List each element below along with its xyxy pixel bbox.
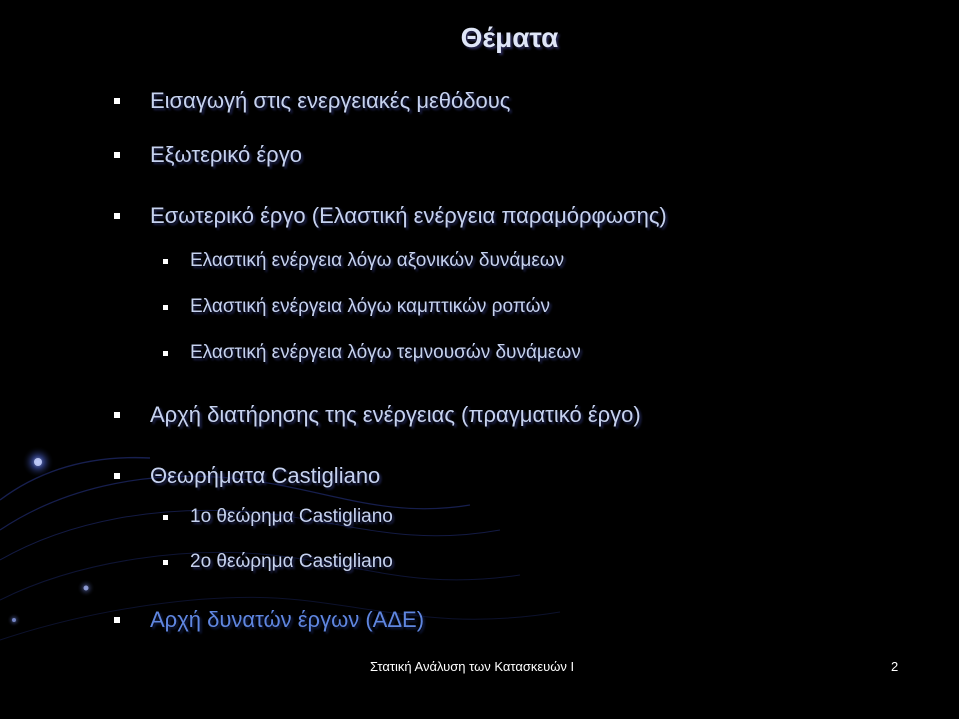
list-item-text: Θεωρήματα Castigliano xyxy=(150,463,381,488)
list-item-text: Εσωτερικό έργο (Ελαστική ενέργεια παραμόρφωσης) xyxy=(150,203,667,228)
slide-footer: Στατική Ανάλυση των Κατασκευών Ι xyxy=(370,659,575,674)
square-bullet-icon xyxy=(163,560,168,565)
square-bullet-icon xyxy=(114,412,120,418)
square-bullet-icon xyxy=(163,515,168,520)
list-item xyxy=(114,203,667,229)
slide-title: Θέματα xyxy=(460,22,559,53)
square-bullet-icon xyxy=(163,351,168,356)
sub-list-item-text: Ελαστική ενέργεια λόγω καμπτικών ροπών xyxy=(190,296,550,317)
list-item xyxy=(114,88,510,114)
sub-list-item xyxy=(163,296,550,318)
list-item-text: Αρχή δυνατών έργων (ΑΔΕ) xyxy=(150,607,425,632)
list-item-text: Αρχή διατήρησης της ενέργειας (πραγματικό έργο) xyxy=(150,402,641,427)
list-item-text: Εισαγωγή στις ενεργειακές μεθόδους xyxy=(150,88,511,113)
square-bullet-icon xyxy=(163,259,168,264)
sub-list-item-text: 2o θεώρημα Castigliano xyxy=(190,551,393,572)
sub-list-item xyxy=(163,342,581,364)
square-bullet-icon xyxy=(114,213,120,219)
list-item xyxy=(114,463,380,489)
sub-list-item xyxy=(163,551,393,573)
square-bullet-icon xyxy=(114,152,120,158)
square-bullet-icon xyxy=(163,305,168,310)
sub-list-item-text: 1o θεώρημα Castigliano xyxy=(190,506,393,527)
list-item xyxy=(114,402,641,428)
page-number: 2 xyxy=(891,659,899,674)
sub-list-item-text: Ελαστική ενέργεια λόγω τεμνουσών δυνάμεων xyxy=(190,342,581,363)
list-item-highlighted xyxy=(114,607,424,633)
list-item-text: Εξωτερικό έργο xyxy=(150,142,302,167)
sub-list-item-text: Ελαστική ενέργεια λόγω αξονικών δυνάμεων xyxy=(190,250,565,271)
square-bullet-icon xyxy=(114,98,120,104)
square-bullet-icon xyxy=(114,473,120,479)
square-bullet-icon xyxy=(114,617,120,623)
sub-list-item xyxy=(163,250,564,272)
sub-list-item xyxy=(163,506,393,528)
list-item xyxy=(114,142,302,168)
